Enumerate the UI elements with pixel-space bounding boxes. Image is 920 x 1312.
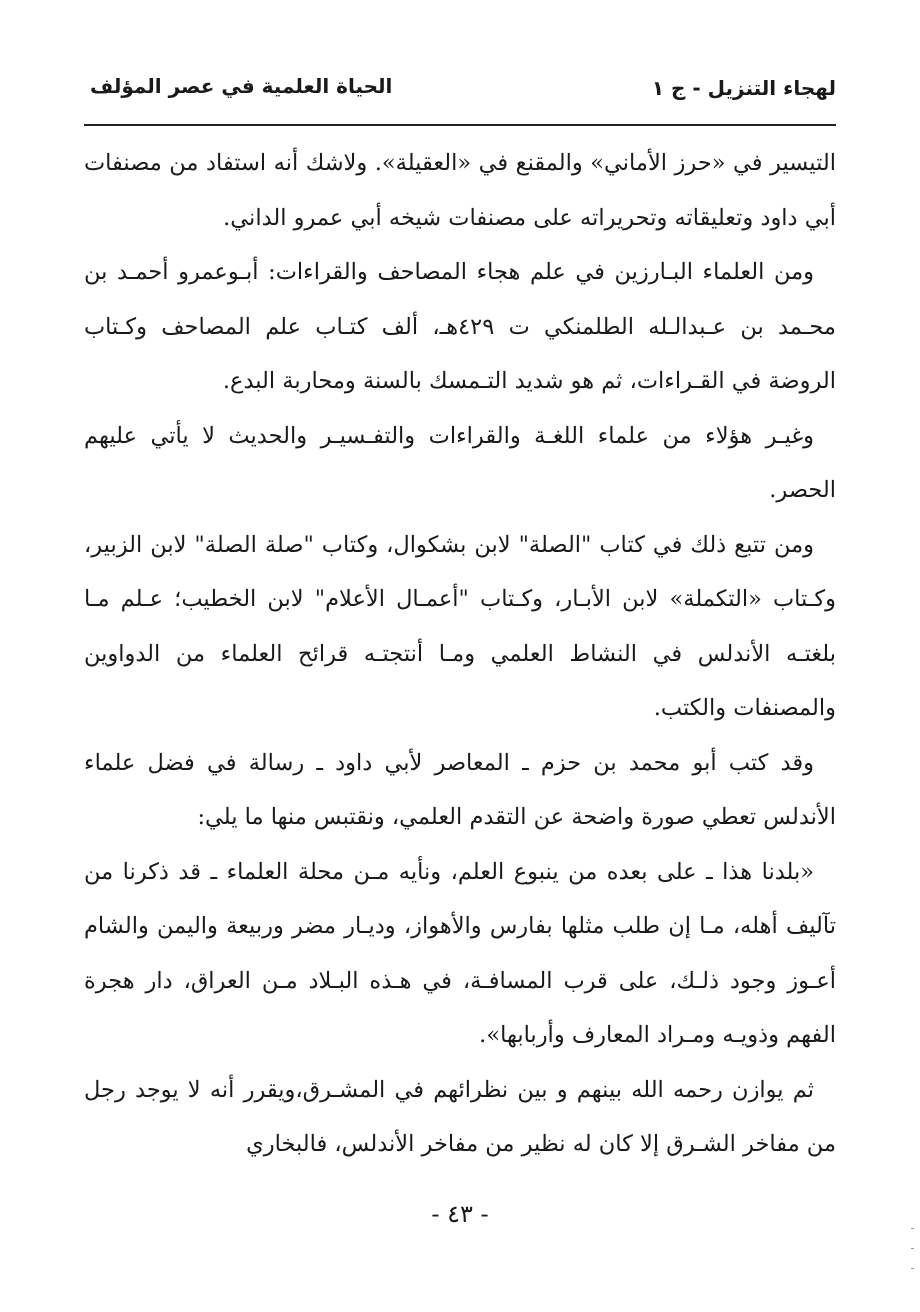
header-book-title: لهجاء التنزيل - ج ١ — [651, 76, 836, 100]
header-chapter-title: الحياة العلمية في عصر المؤلف — [90, 74, 393, 98]
crop-mark — [911, 1268, 914, 1269]
paragraph-2: ومن العلماء البـارزين في علم هجاء المصاحف والقراءات: أبـوعمرو أحمـد بن محـمد بن عـبدالـله الطلمنكي ت ٤٢٩هـ، ألف كتـاب علم المصاحف وكـتاب الروضة في القـراءات، ثم هو شديد التـمسك بالسنة ومحاربة البدع. — [84, 259, 836, 394]
body-text — [84, 136, 836, 1172]
paragraph-4: ومن تتبع ذلك في كتاب "الصلة" لابن بشكوال، وكتاب "صلة الصلة" لابن الزبير، وكـتاب «التكملة» لابن الأبـار، وكـتاب "أعمـال الأعلام" لابن الخطيب؛ عـلم مـا بلغتـه الأندلس في النشاط العلمي ومـا أنتجتـه قرائح العلماء من الدواوين والمصنفات والكتب. — [84, 531, 836, 721]
running-header — [84, 70, 836, 120]
paragraph-quote: «بلدنا هذا ـ على بعده من ينبوع العلم، ونأيه مـن محلة العلماء ـ قد ذكرنا من تآليف أهله، مـا إن طلب مثلها بفارس والأهواز، وديـار مضر وربيعة واليمن والشام أعـوز وجود ذلـك، على قرب المسافـة، في هـذه البـلاد مـن العراق، دار هجرة الفهم وذويـه ومـراد المعارف وأربابها». — [84, 858, 836, 1048]
paragraph-1: التيسير في «حرز الأماني» والمقنع في «العقيلة». ولاشك أنه استفاد من مصنفات أبي داود وتعليقاته وتحريراته على مصنفات شيخه أبي عمرو الداني. — [84, 150, 836, 231]
page-number: - ٤٣ - — [431, 1200, 489, 1228]
paragraph-7: ثم يوازن رحمه الله بينهم و بين نظرائهم في المشـرق،ويقرر أنه لا يوجد رجل من مفاخر الشـرق إلا كان له نظير من مفاخر الأندلس، فالبخاري — [84, 1076, 836, 1157]
header-rule — [84, 124, 836, 126]
paragraph-3: وغيـر هؤلاء من علماء اللغـة والقراءات والتفـسيـر والحديث لا يأتي عليهم الحصر. — [84, 422, 836, 503]
crop-mark — [911, 1248, 914, 1249]
crop-mark — [911, 1228, 914, 1229]
paragraph-5: وقد كتب أبو محمد بن حزم ـ المعاصر لأبي داود ـ رسالة في فضل علماء الأندلس تعطي صورة واضحة عن التقدم العلمي، ونقتبس منها ما يلي: — [84, 749, 836, 830]
